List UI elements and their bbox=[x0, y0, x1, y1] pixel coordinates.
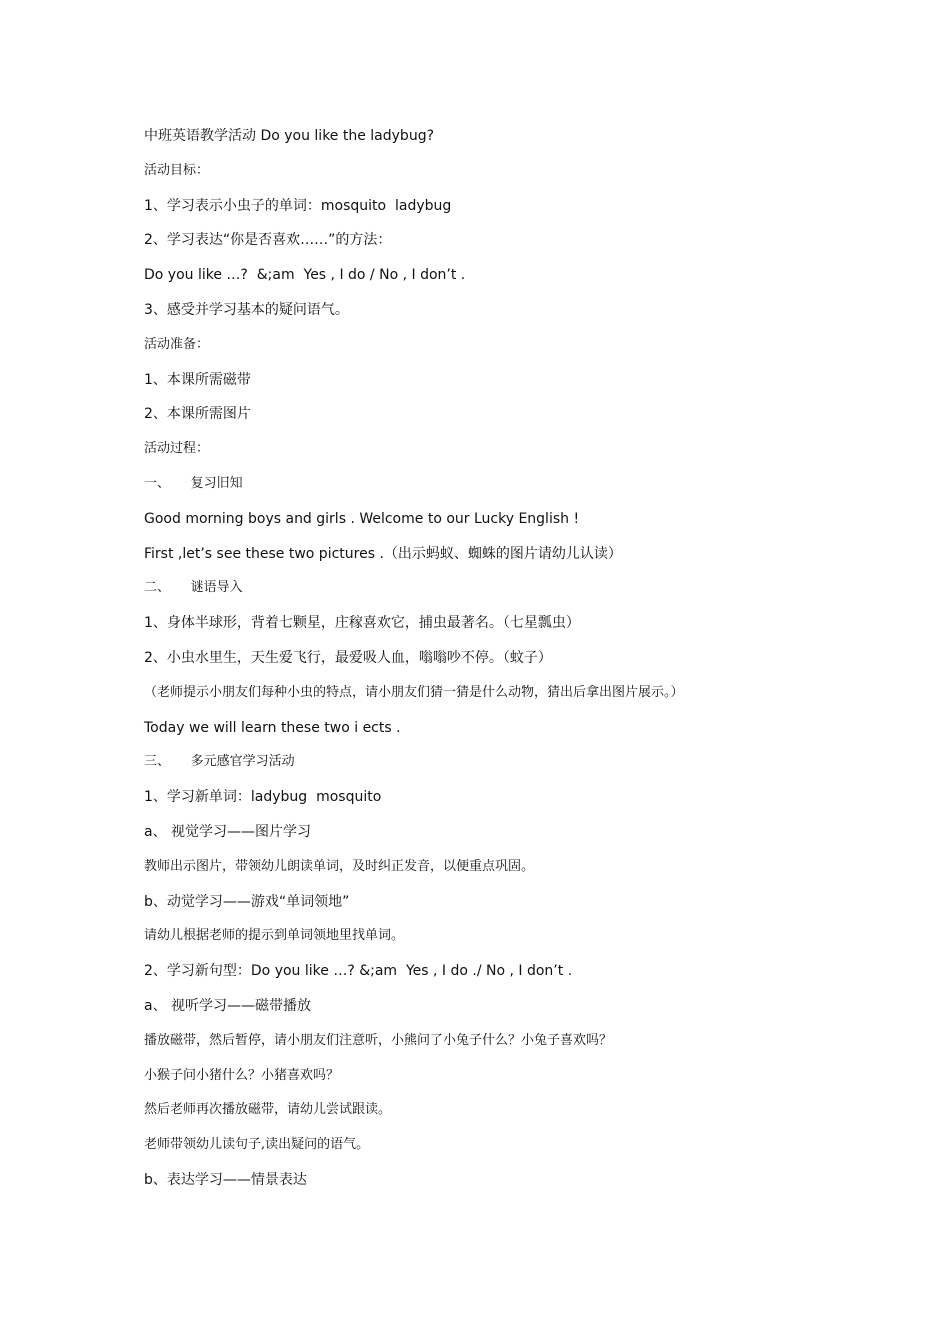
section-heading-preparation: 活动准备： bbox=[144, 336, 210, 352]
text-line: Do you like …? &;am Yes , I do / No , I don’t . bbox=[144, 267, 466, 284]
section-heading-process: 活动过程： bbox=[144, 441, 210, 457]
text-line: 1、学习表示小虫子的单词：mosquito ladybug bbox=[144, 197, 452, 214]
text-line: 1、本课所需磁带 bbox=[144, 371, 251, 388]
text-line: b、动觉学习——游戏“单词领地” bbox=[144, 893, 350, 910]
text-line: b、表达学习——情景表达 bbox=[144, 1171, 307, 1188]
text-line: 3、感受并学习基本的疑问语气。 bbox=[144, 301, 349, 318]
text-line: 然后老师再次播放磁带，请幼儿尝试跟读。 bbox=[144, 1102, 392, 1118]
step-heading-1: 一、 复习旧知 bbox=[144, 475, 243, 491]
text-line: 请幼儿根据老师的提示到单词领地里找单词。 bbox=[144, 928, 405, 944]
text-line: Today we will learn these two i ects . bbox=[144, 719, 401, 736]
step-heading-3: 三、 多元感官学习活动 bbox=[144, 754, 295, 770]
text-line: a、 视觉学习——图片学习 bbox=[144, 823, 312, 840]
step-heading-2: 二、 谜语导入 bbox=[144, 580, 243, 596]
text-line: 1、身体半球形，背着七颗星，庄稼喜欢它，捕虫最著名。（七星瓢虫） bbox=[144, 615, 580, 632]
text-line: （老师提示小朋友们每种小虫的特点，请小朋友们猜一猜是什么动物，猜出后拿出图片展示。） bbox=[144, 684, 684, 700]
text-line: 2、学习新句型：Do you like …? &;am Yes , I do ./ No , I don’t . bbox=[144, 963, 573, 980]
text-line: 2、学习表达“你是否喜欢……”的方法： bbox=[144, 232, 392, 249]
text-line: 小猴子问小猪什么？小猪喜欢吗？ bbox=[144, 1067, 340, 1083]
text-line: 1、学习新单词：ladybug mosquito bbox=[144, 789, 382, 806]
text-line: 播放磁带，然后暂停，请小朋友们注意听，小熊问了小兔子什么？小兔子喜欢吗？ bbox=[144, 1032, 613, 1048]
text-line: a、 视听学习——磁带播放 bbox=[144, 997, 312, 1014]
text-line: Good morning boys and girls . Welcome to our Lucky English ! bbox=[144, 510, 580, 527]
text-line: 教师出示图片，带领幼儿朗读单词，及时纠正发音，以便重点巩固。 bbox=[144, 858, 535, 874]
text-line: 老师带领幼儿读句子,读出疑问的语气。 bbox=[144, 1137, 370, 1153]
text-line: 2、本课所需图片 bbox=[144, 406, 251, 423]
document-body bbox=[144, 126, 864, 1205]
text-line: 2、小虫水里生，天生爱飞行，最爱吸人血，嗡嗡吵不停。（蚊子） bbox=[144, 649, 552, 666]
text-line: First ,let’s see these two pictures .（出示蚂蚁、蜘蛛的图片请幼儿认读） bbox=[144, 545, 622, 562]
document-title: 中班英语教学活动 Do you like the ladybug? bbox=[144, 128, 435, 144]
section-heading-goals: 活动目标： bbox=[144, 162, 210, 178]
